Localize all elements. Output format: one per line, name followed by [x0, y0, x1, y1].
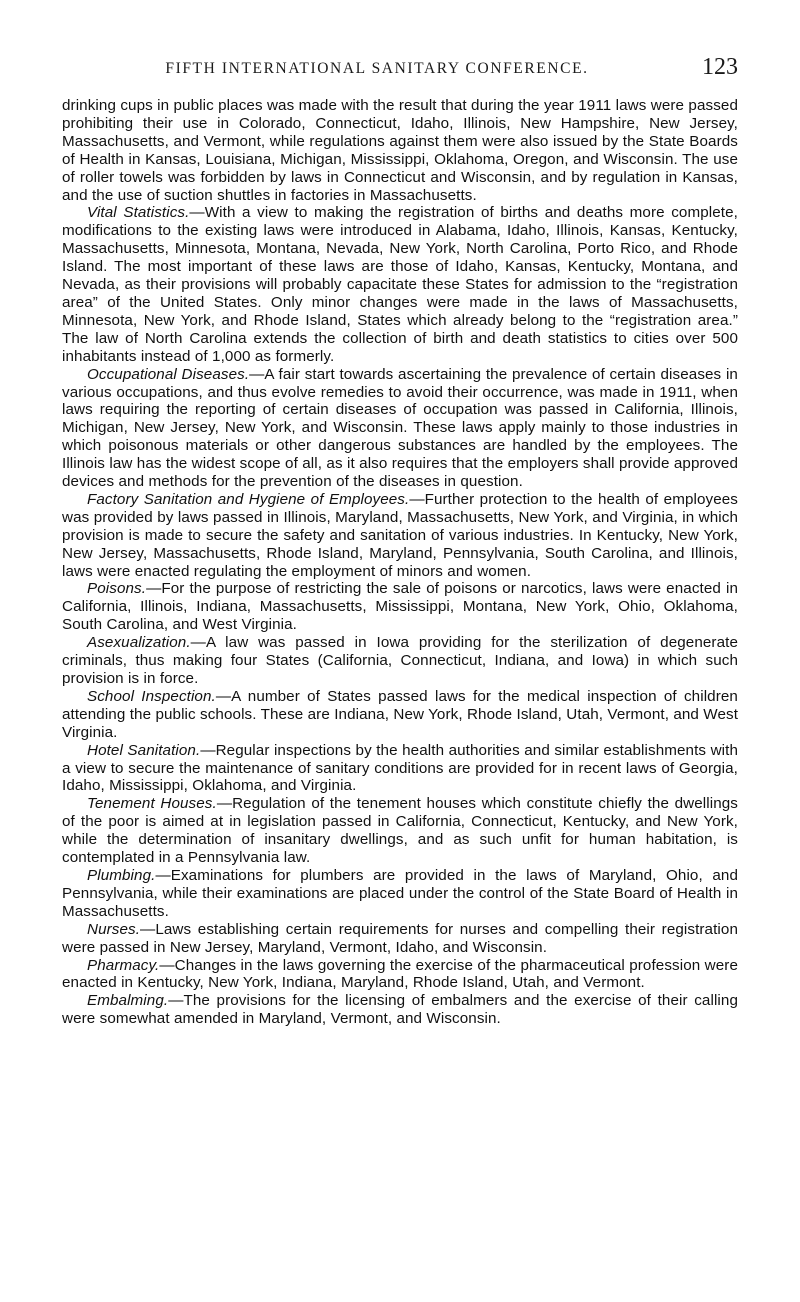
paragraph-plumbing [62, 867, 738, 921]
paragraph-text: —The provisions for the licensing of embalmers and the exercise of their calling were somewhat amended in Maryland, Vermont, and Wisconsin. [62, 992, 738, 1028]
paragraph-occupational-diseases [62, 366, 738, 491]
run-in-heading: Plumbing. [87, 866, 156, 884]
run-in-heading: Poisons. [87, 580, 147, 598]
paragraph-factory-sanitation [62, 491, 738, 581]
paragraph-continued [62, 97, 738, 204]
paragraph-text: —Laws establishing certain requirements for nurses and compelling their registration were passed in New Jersey, Maryland, Vermont, Idaho, and Wisconsin. [62, 920, 738, 956]
paragraph-asexualization [62, 634, 738, 688]
run-in-heading: Hotel Sanitation. [87, 741, 201, 759]
paragraph-hotel-sanitation [62, 742, 738, 796]
paragraph-text: —Regular inspections by the health authorities and similar establishments with a view to secure the maintenance of sanitary conditions are provided for in recent laws of Georgia, Idaho, Mississippi, Oklahoma, and Virginia. [62, 741, 738, 795]
paragraph-text: —With a view to making the registration of births and deaths more complete, modifications to the existing laws were introduced in Alabama, Idaho, Illinois, Kansas, Kentucky, Massachusetts, Minnesota, Montana, Nevada, New York, North Carolina, Porto Rico, and Rhode Island. The most important of these laws are those of Idaho, Kansas, Kentucky, Montana, and Nevada, as their provisions will probably capacitate these States for admission to the “registration area” of the United States. Only minor changes were made in the laws of Massachusetts, Minnesota, New York, and Rhode Island, States which already belong to the “registration area.” The law of North Carolina extends the collection of birth and death statistics to cities over 500 inhabitants instead of 1,000 as formerly. [62, 204, 738, 365]
paragraph-text: —A law was passed in Iowa providing for the sterilization of degenerate criminals, thus making four States (California, Connecticut, Indiana, and Iowa) in which such provision is in force. [62, 634, 738, 687]
running-head [76, 56, 738, 82]
running-title: FIFTH INTERNATIONAL SANITARY CONFERENCE. [165, 60, 589, 77]
run-in-heading: Vital Statistics. [87, 204, 190, 222]
paragraph-text: drinking cups in public places was made with the result that during the year 1911 laws were passed prohibiting their use in Colorado, Connecticut, Idaho, Illinois, New Hampshire, New Jersey, Massachusetts, and Vermont, while regulations against them were also issued by the State Boards of Health in Kansas, Louisiana, Michigan, Mississippi, Oklahoma, Oregon, and Wisconsin. The use of roller towels was forbidden by laws in Connecticut and Wisconsin, and by regulation in Kansas, and the use of suction shuttles in factories in Massachusetts. [62, 97, 738, 204]
paragraph-text: —A number of States passed laws for the medical inspection of children attending the public schools. These are Indiana, New York, Rhode Island, Utah, Vermont, and West Virginia. [62, 687, 739, 741]
paragraph-embalming [62, 992, 738, 1028]
paragraph-text: —Changes in the laws governing the exercise of the pharmaceutical profession were enacted in Kentucky, New York, Indiana, Maryland, Rhode Island, Utah, and Vermont. [62, 956, 738, 992]
run-in-heading: Occupational Diseases. [87, 365, 250, 383]
run-in-heading: Tenement Houses. [87, 795, 217, 813]
body-text [62, 97, 738, 1028]
paragraph-poisons [62, 580, 738, 634]
paragraph-text: —Further protection to the health of employees was provided by laws passed in Illinois, Maryland, Massachusetts, New York, and Virginia, in which provision is made to secure the safety and sanitation of various industries. In Kentucky, New York, New Jersey, Massachusetts, Rhode Island, Maryland, Pennsylvania, South Carolina, and Illinois, laws were enacted regulating the employment of minors and women. [62, 490, 738, 580]
paragraph-text: —A fair start towards ascertaining the prevalence of certain diseases in various occupations, and thus evolve remedies to avoid their occurrence, was made in 1911, when laws requiring the reporting of certain diseases of occupation was passed in California, Illinois, Michigan, New Jersey, New York, and Wisconsin. These laws apply mainly to those industries in which poisonous materials or other dangerous substances are handled by the employees. The Illinois law has the widest scope of all, as it also requires that the employers shall provide approved devices and methods for the prevention of the diseases in question. [62, 365, 738, 491]
run-in-heading: Factory Sanitation and Hygiene of Employees. [87, 490, 410, 508]
paragraph-school-inspection [62, 688, 738, 742]
page-number: 123 [702, 54, 738, 80]
run-in-heading: Embalming. [87, 992, 169, 1010]
paragraph-text: —For the purpose of restricting the sale of poisons or narcotics, laws were enacted in California, Illinois, Indiana, Massachusetts, Mississippi, Montana, New York, Ohio, Oklahoma, South Carolina, and West Virginia. [62, 580, 738, 634]
paragraph-nurses [62, 921, 738, 957]
paragraph-pharmacy [62, 957, 738, 993]
paragraph-vital-statistics [62, 204, 738, 365]
paragraph-tenement-houses [62, 795, 738, 867]
run-in-heading: Pharmacy. [87, 956, 160, 974]
paragraph-text: —Examinations for plumbers are provided in the laws of Maryland, Ohio, and Pennsylvania, while their examinations are placed under the control of the State Board of Health in Massachusetts. [62, 866, 738, 920]
run-in-heading: Nurses. [87, 920, 141, 938]
run-in-heading: Asexualization. [87, 634, 191, 652]
paragraph-text: —Regulation of the tenement houses which constitute chiefly the dwellings of the poor is aimed at in legislation passed in California, Connecticut, Kentucky, and New York, while the determination of insanitary dwellings, and as such unfit for human habitation, is contemplated in a Pennsylvania law. [62, 795, 738, 867]
run-in-heading: School Inspection. [87, 687, 216, 705]
